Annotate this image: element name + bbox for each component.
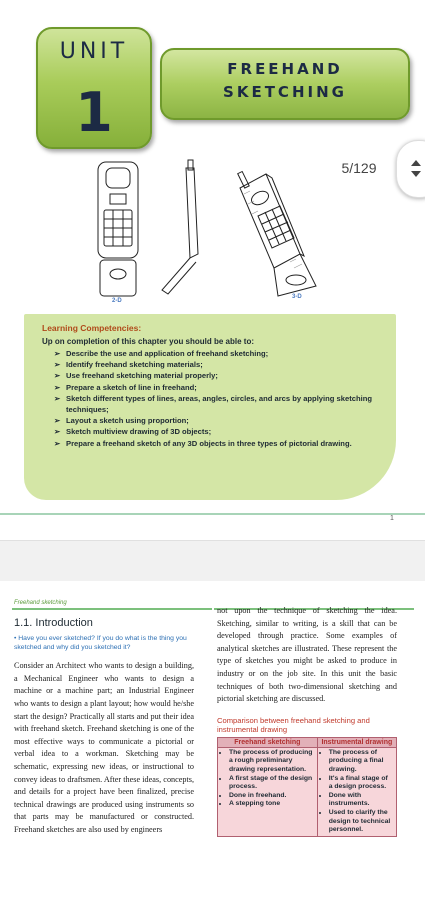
list-item: • A stepping tone [229,800,314,809]
chapter-title-line2: SKETCHING [223,83,347,101]
arrow-bullet-icon: ➢ [54,360,61,370]
section-heading: 1.1. Introduction [14,617,93,629]
list-item: • It's a final stage of a design process. [329,775,393,792]
list-item: ➢ Prepare a freehand sketch of any 3D objects in three types of pictorial drawing. [54,438,352,448]
flip-phone-sketch-figure [90,158,330,306]
page-indicator: 5/129 [341,160,377,176]
arrow-bullet-icon: ➢ [54,416,61,426]
arrow-bullet-icon: ➢ [54,438,61,448]
chevron-up-icon [411,160,421,166]
list-item: ➢ Use freehand sketching material properly; [54,371,218,381]
list-item: ➢ Describe the use and application of freehand sketching; [54,349,269,358]
unit-number: 1 [75,81,113,144]
page-gap [0,540,425,582]
body-text: Consider an Architect who wants to design a building, a Mechanical Engineer who wants to design a machine or a machine part; an Industrial Engineer who wants to design a plant layout; how would he/she start the design? Practically all starts and put their idea with freehand sketch. Freehand sketching is one of the most effective ways to communicate a pictorial or verbal idea to a workman. Sketching may be schematic, expressing new ideas, or instructional to convey ideas to draftsmen. After these ideas, concepts, and details for a project have been finalized, precise technical drawings are produced using instruments so that parts may be manufactured or constructed. Freehand sketches are also used by engineers [14,661,194,834]
table-cell [218,747,318,836]
list-item: ➢ Sketch different types of lines, areas, angles, circles, and arcs by applying sketching techniques; [54,393,372,415]
table-header: Freehand sketching [218,737,318,747]
learning-competencies-box [24,314,396,500]
list-item: • The process of producing a final drawing. [329,749,393,775]
chapter-title-banner [160,48,410,120]
competencies-intro: Up on completion of this chapter you should be able to: [42,337,255,346]
competencies-list [54,348,390,449]
comparison-title: Comparison between freehand sketching and instrumental drawing [217,715,370,735]
list-item: ➢ Prepare a sketch of line in freehand; [54,382,197,392]
arrow-bullet-icon: ➢ [54,349,61,358]
arrow-bullet-icon: ➢ [54,382,61,392]
unit-word: UNIT [59,39,129,64]
list-item: • Done in freehand. [229,792,314,801]
page-number: 1 [390,515,394,522]
chapter-title-line1: FREEHAND [227,60,343,78]
page-footer-rule [0,513,425,515]
competencies-heading: Learning Competencies: [42,323,142,333]
list-item: ➢ Sketch multiview drawing of 3D objects; [54,427,212,437]
running-header: Freehand sketching [14,600,67,606]
list-item: • The process of producing a rough preliminary drawing representation. [229,749,314,775]
list-item: • A first stage of the design process. [229,775,314,792]
document-page-2 [0,581,425,900]
list-item: • Done with instruments. [329,792,393,809]
left-column [14,611,194,837]
body-text: not upon the technique of sketching the idea. Sketching, similar to writing, is a skill that can be developed through practice. Some examples of analytical sketches are illustrated. These represent the type of sketches you might be asked to produce in industry or on the job site. In this unit the basic techniques of both two-dimensional sketching and pictorial sketching are discussed. [217,606,397,704]
page-scroll-button[interactable] [396,140,425,198]
header-rule [12,608,212,610]
right-column [217,605,397,837]
table-header: Instrumental drawing [317,737,396,747]
unit-badge [36,27,152,149]
arrow-bullet-icon: ➢ [54,427,61,437]
figure-caption-3d: 3-D [292,294,302,300]
chevron-down-icon [411,171,421,177]
highlight-question: • Have you ever sketched? If you do what is the thing you sketched and why did you sketched it? [14,635,187,651]
arrow-bullet-icon: ➢ [54,393,61,403]
list-item: ➢ Identify freehand sketching materials; [54,360,203,370]
comparison-table [217,737,397,837]
figure-caption-2d: 2-D [112,298,122,304]
list-item: • Used to clarify the design to technical personnel. [329,809,393,835]
table-cell [317,747,396,836]
list-item: ➢ Layout a sketch using proportion; [54,416,189,426]
arrow-bullet-icon: ➢ [54,371,61,381]
